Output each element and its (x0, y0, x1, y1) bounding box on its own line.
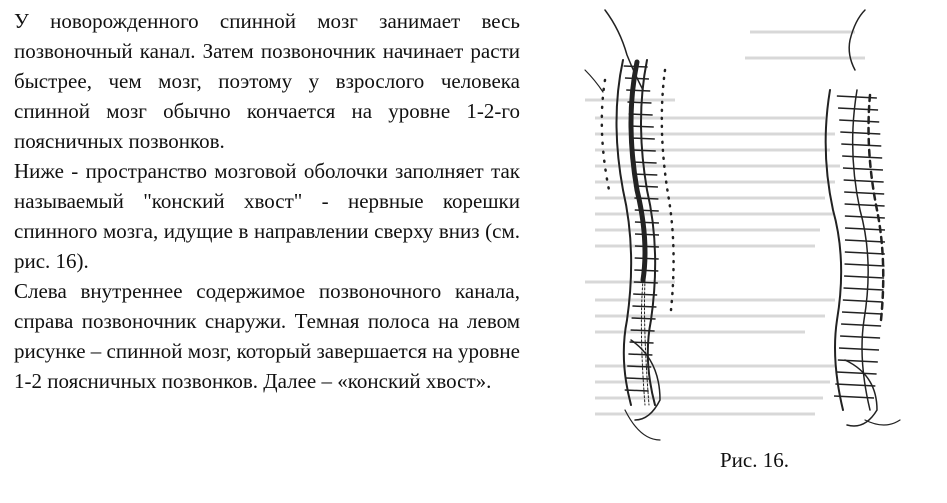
vertebra-tick (632, 318, 656, 319)
vertebra-tick (841, 144, 881, 146)
vertebra-tick (634, 270, 658, 271)
vertebra-tick (633, 162, 657, 163)
vertebra-tick (843, 168, 883, 170)
vertebra-tick (838, 108, 878, 110)
vertebra-tick (839, 348, 879, 350)
vertebra-tick (842, 312, 882, 314)
vertebra-ticks-right (834, 96, 885, 398)
figure-caption: Рис. 16. (720, 448, 789, 472)
vertebra-tick (835, 384, 875, 386)
vertebra-tick (840, 132, 880, 134)
vertebra-tick (627, 366, 651, 367)
vertebra-tick (844, 192, 884, 194)
vertebra-tick (628, 354, 652, 355)
vertebra-tick (635, 210, 659, 211)
vertebra-tick (844, 288, 884, 290)
spine-left-canal (585, 10, 674, 440)
vertebra-tick (840, 336, 880, 338)
vertebra-tick (837, 372, 877, 374)
vertebra-tick (844, 180, 884, 182)
vertebra-tick (624, 66, 648, 67)
vertebra-tick (841, 324, 881, 326)
vertebra-tick (634, 282, 658, 283)
paragraph-cauda-equina: Ниже - пространство мозговой оболочки заполняет так называемый "конский хвост" - нервные корешки спинного мозга, идущие в направлении сверху вниз (см. рис. 16). (14, 159, 520, 273)
paragraph-figure-description: Слева внутреннее содержимое позвоночного канала, справа позвоночник снаружи. Темная полоса на левом рисунке – спинной мозг, который завершается на уровне 1-2 поясничных позвонков. Далее – «конский хвост». (14, 279, 520, 393)
vertebra-tick (843, 300, 883, 302)
vertebra-tick (629, 114, 653, 115)
paragraph-newborn: У новорожденного спинной мозг занимает весь позвоночный канал. Затем позвоночник начинает расти быстрее, чем мозг, поэтому у взрослого человека спинной мозг обычно кончается на уровне 1-2-го поясничных позвонков. (14, 9, 520, 153)
vertebra-tick (838, 360, 878, 362)
vertebra-tick (633, 174, 657, 175)
body-text (14, 6, 520, 396)
spine-right-exterior (826, 10, 900, 426)
vertebra-tick (839, 120, 879, 122)
vertebra-tick (626, 378, 650, 379)
spine-figure (565, 0, 947, 503)
vertebra-tick (631, 330, 655, 331)
vertebra-tick (626, 90, 650, 91)
vertebra-tick (630, 126, 654, 127)
vertebra-tick (635, 222, 659, 223)
vertebra-tick (630, 342, 654, 343)
vertebra-tick (635, 234, 659, 235)
vertebra-tick (635, 246, 659, 247)
vertebra-tick (844, 276, 884, 278)
vertebra-tick (631, 138, 655, 139)
vertebra-tick (634, 186, 658, 187)
vertebra-tick (845, 264, 885, 266)
vertebra-tick (632, 306, 656, 307)
spine-illustration (565, 0, 947, 445)
vertebra-tick (633, 294, 657, 295)
vertebra-tick (627, 102, 651, 103)
vertebra-tick (625, 78, 649, 79)
vertebra-tick (634, 198, 658, 199)
vertebra-tick (625, 390, 649, 391)
vertebra-tick (635, 258, 659, 259)
vertebra-tick (842, 156, 882, 158)
vertebra-tick (845, 252, 885, 254)
vertebra-tick (632, 150, 656, 151)
vertebra-tick (845, 204, 885, 206)
vertebra-tick (845, 240, 885, 242)
